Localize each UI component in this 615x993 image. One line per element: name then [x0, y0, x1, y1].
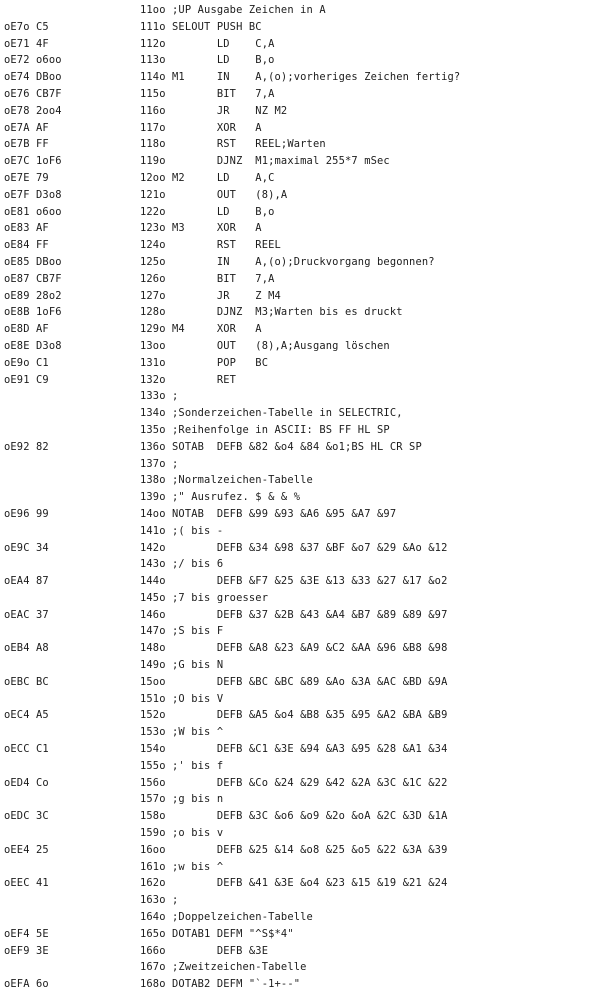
listing-line [4, 472, 615, 489]
listing-line [4, 422, 615, 439]
source-code: 155o ;' bis f [140, 759, 224, 772]
listing-line [4, 187, 615, 204]
address-code: oE83 AF [4, 222, 49, 235]
source-code: 122o LD B,o [140, 205, 275, 218]
address-code: oE7C 1oF6 [4, 155, 62, 168]
address-code: oE96 99 [4, 507, 49, 520]
listing-line [4, 943, 615, 960]
listing-line [4, 875, 615, 892]
address-code: oE84 FF [4, 239, 49, 252]
source-code: 168o DOTAB2 DEFM "`-1+--" [140, 978, 301, 991]
listing-line [4, 640, 615, 657]
source-code: 126o BIT 7,A [140, 272, 275, 285]
source-code: 12oo M2 LD A,C [140, 171, 275, 184]
address-code: oEDC 3C [4, 810, 49, 823]
listing-line [4, 439, 615, 456]
address-code: oEF9 3E [4, 944, 49, 957]
address-code: oE89 28o2 [4, 289, 62, 302]
listing-line [4, 909, 615, 926]
address-code: oEF4 5E [4, 927, 49, 940]
listing-line [4, 153, 615, 170]
address-code: oE7B FF [4, 138, 49, 151]
source-code: 16oo DEFB &25 &14 &o8 &25 &o5 &22 &3A &39 [140, 843, 448, 856]
listing-line [4, 304, 615, 321]
source-code: 151o ;O bis V [140, 692, 224, 705]
address-code: oE91 C9 [4, 373, 49, 386]
source-code: 129o M4 XOR A [140, 323, 262, 336]
listing-line [4, 674, 615, 691]
address-code: oE87 CB7F [4, 272, 62, 285]
source-code: 137o ; [140, 457, 179, 470]
listing-line [4, 372, 615, 389]
source-code: 116o JR NZ M2 [140, 104, 288, 117]
source-code: 11oo ;UP Ausgabe Zeichen in A [140, 4, 326, 16]
listing-line [4, 892, 615, 909]
source-code: 141o ;( bis - [140, 524, 224, 537]
source-code: 164o ;Doppelzeichen-Tabelle [140, 911, 313, 924]
listing-line [4, 976, 615, 993]
listing-line [4, 556, 615, 573]
address-code: oE85 DBoo [4, 255, 62, 268]
source-code: 124o RST REEL [140, 239, 281, 252]
source-code: 167o ;Zweitzeichen-Tabelle [140, 961, 307, 974]
source-code: 139o ;" Ausrufez. $ & & % [140, 491, 301, 504]
listing-line [4, 691, 615, 708]
address-code: oEFA 6o [4, 978, 49, 991]
address-code: oE8B 1oF6 [4, 306, 62, 319]
listing-line [4, 136, 615, 153]
address-code: oE78 2oo4 [4, 104, 62, 117]
assembler-listing [4, 2, 615, 993]
listing-line [4, 388, 615, 405]
source-code: 121o OUT (8),A [140, 188, 288, 201]
listing-line [4, 808, 615, 825]
listing-line [4, 220, 615, 237]
address-code: oE8E D3o8 [4, 339, 62, 352]
source-code: 148o DEFB &A8 &23 &A9 &C2 &AA &96 &B8 &98 [140, 642, 448, 655]
listing-line [4, 623, 615, 640]
listing-line [4, 959, 615, 976]
source-code: 113o LD B,o [140, 54, 275, 67]
source-code: 147o ;S bis F [140, 625, 224, 638]
source-code: 14oo NOTAB DEFB &99 &93 &A6 &95 &A7 &97 [140, 507, 397, 520]
source-code: 163o ; [140, 894, 179, 907]
address-code: oEC4 A5 [4, 709, 49, 722]
address-code: oE7E 79 [4, 171, 49, 184]
source-code: 135o ;Reihenfolge in ASCII: BS FF HL SP [140, 423, 390, 436]
address-code: oE7F D3o8 [4, 188, 62, 201]
listing-line [4, 657, 615, 674]
source-code: 154o DEFB &C1 &3E &94 &A3 &95 &28 &A1 &34 [140, 743, 448, 756]
source-code: 143o ;/ bis 6 [140, 558, 224, 571]
listing-line [4, 355, 615, 372]
source-code: 152o DEFB &A5 &o4 &B8 &35 &95 &A2 &BA &B9 [140, 709, 448, 722]
address-code: oEA4 87 [4, 575, 49, 588]
address-code: oE9o C1 [4, 356, 49, 369]
listing-line [4, 120, 615, 137]
address-code: oEBC BC [4, 675, 49, 688]
source-code: 115o BIT 7,A [140, 87, 275, 100]
source-code: 145o ;7 bis groesser [140, 591, 269, 604]
listing-line [4, 170, 615, 187]
address-code: oE74 DBoo [4, 71, 62, 84]
listing-line [4, 573, 615, 590]
listing-line [4, 69, 615, 86]
source-code: 133o ; [140, 390, 179, 403]
source-code: 161o ;w bis ^ [140, 860, 224, 873]
source-code: 157o ;g bis n [140, 793, 224, 806]
listing-line [4, 724, 615, 741]
source-code: 123o M3 XOR A [140, 222, 262, 235]
listing-line [4, 321, 615, 338]
address-code: oE92 82 [4, 440, 49, 453]
source-code: 153o ;W bis ^ [140, 726, 224, 739]
source-code: 111o SELOUT PUSH BC [140, 20, 262, 33]
listing-line [4, 523, 615, 540]
address-code: oE81 o6oo [4, 205, 62, 218]
listing-line [4, 19, 615, 36]
listing-line [4, 288, 615, 305]
listing-line [4, 36, 615, 53]
address-code: oE7o C5 [4, 20, 49, 33]
listing-line [4, 607, 615, 624]
listing-line [4, 338, 615, 355]
address-code: oE7A AF [4, 121, 49, 134]
address-code: oE9C 34 [4, 541, 49, 554]
listing-line [4, 52, 615, 69]
listing-line [4, 204, 615, 221]
listing-line [4, 842, 615, 859]
listing-line [4, 741, 615, 758]
listing-line [4, 489, 615, 506]
listing-line [4, 254, 615, 271]
address-code: oEE4 25 [4, 843, 49, 856]
listing-line [4, 758, 615, 775]
address-code: oE8D AF [4, 323, 49, 336]
source-code: 118o RST REEL;Warten [140, 138, 326, 151]
address-code: oEEC 41 [4, 877, 49, 890]
listing-line [4, 707, 615, 724]
listing-line [4, 237, 615, 254]
source-code: 158o DEFB &3C &o6 &o9 &2o &oA &2C &3D &1A [140, 810, 448, 823]
source-code: 159o ;o bis v [140, 827, 224, 840]
source-code: 125o IN A,(o);Druckvorgang begonnen? [140, 255, 435, 268]
source-code: 156o DEFB &Co &24 &29 &42 &2A &3C &1C &22 [140, 776, 448, 789]
listing-line [4, 590, 615, 607]
source-code: 112o LD C,A [140, 37, 275, 50]
listing-line [4, 506, 615, 523]
source-code: 149o ;G bis N [140, 659, 224, 672]
source-code: 13oo OUT (8),A;Ausgang löschen [140, 339, 390, 352]
address-code: oE76 CB7F [4, 87, 62, 100]
listing-line [4, 540, 615, 557]
source-code: 15oo DEFB &BC &BC &89 &Ao &3A &AC &BD &9A [140, 675, 448, 688]
source-code: 117o XOR A [140, 121, 262, 134]
address-code: oEAC 37 [4, 608, 49, 621]
address-code: oE71 4F [4, 37, 49, 50]
source-code: 142o DEFB &34 &98 &37 &BF &o7 &29 &Ao &12 [140, 541, 448, 554]
source-code: 127o JR Z M4 [140, 289, 281, 302]
address-code: oED4 Co [4, 776, 49, 789]
source-code: 131o POP BC [140, 356, 269, 369]
listing-line [4, 926, 615, 943]
listing-line [4, 825, 615, 842]
source-code: 138o ;Normalzeichen-Tabelle [140, 474, 313, 487]
source-code: 165o DOTAB1 DEFM "^S$*4" [140, 927, 294, 940]
address-code: oEB4 A8 [4, 642, 49, 655]
source-code: 136o SOTAB DEFB &82 &o4 &84 &o1;BS HL CR SP [140, 440, 422, 453]
source-code: 144o DEFB &F7 &25 &3E &13 &33 &27 &17 &o2 [140, 575, 448, 588]
source-code: 166o DEFB &3E [140, 944, 269, 957]
listing-line [4, 2, 615, 19]
source-code: 134o ;Sonderzeichen-Tabelle in SELECTRIC, [140, 407, 403, 420]
listing-line [4, 775, 615, 792]
listing-line [4, 103, 615, 120]
listing-line [4, 859, 615, 876]
listing-line [4, 791, 615, 808]
source-code: 114o M1 IN A,(o);vorheriges Zeichen fertig? [140, 71, 461, 84]
source-code: 119o DJNZ M1;maximal 255*7 mSec [140, 155, 390, 168]
listing-line [4, 405, 615, 422]
source-code: 162o DEFB &41 &3E &o4 &23 &15 &19 &21 &24 [140, 877, 448, 890]
source-code: 146o DEFB &37 &2B &43 &A4 &B7 &89 &89 &97 [140, 608, 448, 621]
listing-line [4, 271, 615, 288]
listing-line [4, 86, 615, 103]
source-code: 128o DJNZ M3;Warten bis es druckt [140, 306, 403, 319]
listing-line [4, 456, 615, 473]
source-code: 132o RET [140, 373, 237, 386]
address-code: oE72 o6oo [4, 54, 62, 67]
address-code: oECC C1 [4, 743, 49, 756]
